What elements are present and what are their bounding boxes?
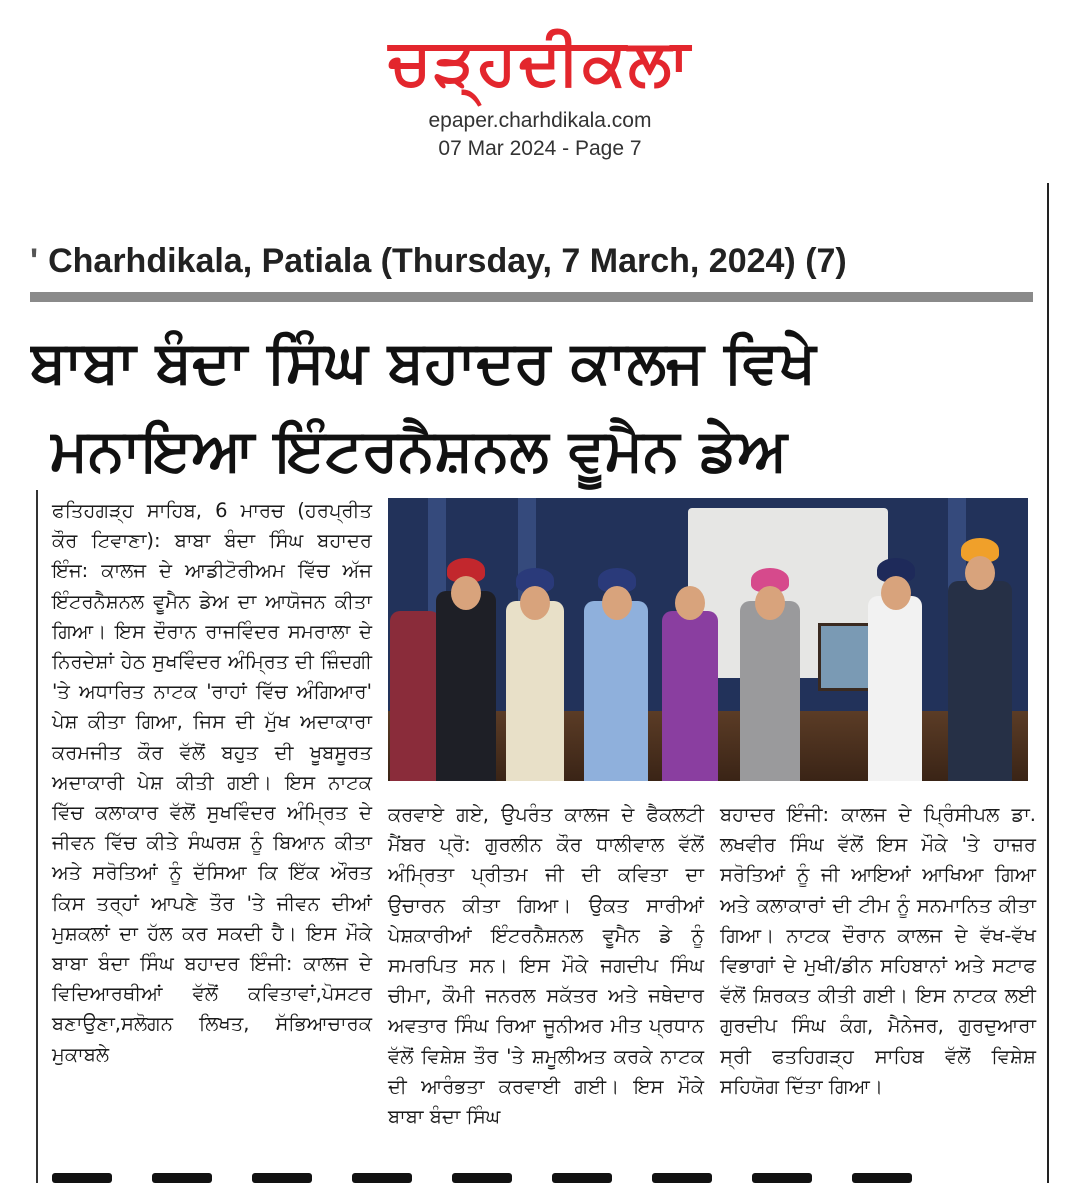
person bbox=[868, 596, 922, 781]
head bbox=[520, 586, 550, 620]
page-frame-line bbox=[1047, 183, 1049, 1183]
issue-date-page: 07 Mar 2024 - Page 7 bbox=[438, 137, 642, 160]
person bbox=[390, 611, 440, 781]
article-column-3 bbox=[720, 800, 1036, 1102]
head bbox=[755, 586, 785, 620]
column-rule bbox=[36, 490, 38, 1183]
head bbox=[451, 576, 481, 610]
head bbox=[602, 586, 632, 620]
person bbox=[662, 611, 718, 781]
head bbox=[965, 556, 995, 590]
headline-line-2: ਮਨਾਇਆ ਇੰਟਰਨੈਸ਼ਨਲ ਵੂਮੈਨ ਡੇਅ bbox=[50, 416, 788, 484]
person bbox=[584, 601, 648, 781]
news-photo bbox=[388, 498, 1028, 781]
person bbox=[436, 591, 496, 781]
person bbox=[506, 601, 564, 781]
article-text-col1: ਫਤਿਹਗੜ੍ਹ ਸਾਹਿਬ, 6 ਮਾਰਚ (ਹਰਪ੍ਰੀਤ ਕੌਰ ਟਿਵਾਣਾ): ਬਾਬਾ ਬੰਦਾ ਸਿੰਘ ਬਹਾਦਰ ਇੰਜ: ਕਾਲਜ ਦੇ ਆਡੀਟੋਰੀਅਮ ਵਿੱਚ ਅੱਜ ਇੰਟਰਨੈਸ਼ਨਲ ਵੂਮੈਨ ਡੇਅ ਦਾ ਆਯੋਜਨ ਕੀਤਾ ਗਿਆ। ਇਸ ਦੌਰਾਨ ਰਾਜਵਿੰਦਰ ਸਮਰਾਲਾ ਦੇ ਨਿਰਦੇਸ਼ਾਂ ਹੇਠ ਸੁਖਵਿੰਦਰ ਅੰਮ੍ਰਿਤ ਦੀ ਜ਼ਿੰਦਗੀ 'ਤੇ ਅਧਾਰਿਤ ਨਾਟਕ 'ਰਾਹਾਂ ਵਿੱਚ ਅੰਗਿਆਰ' ਪੇਸ਼ ਕੀਤਾ ਗਿਆ, ਜਿਸ ਦੀ ਮੁੱਖ ਅਦਾਕਾਰਾ ਕਰਮਜੀਤ ਕੌਰ ਵੱਲੋਂ ਬਹੁਤ ਦੀ ਖੂਬਸੂਰਤ ਅਦਾਕਾਰੀ ਪੇਸ਼ ਕੀਤੀ ਗਈ। ਇਸ ਨਾਟਕ ਵਿੱਚ ਕਲਾਕਾਰ ਵੱਲੋਂ ਸੁਖਵਿੰਦਰ ਅੰਮ੍ਰਿਤ ਦੇ ਜੀਵਨ ਵਿੱਚ ਕੀਤੇ ਸੰਘਰਸ਼ ਨੂੰ ਬਿਆਨ ਕੀਤਾ ਅਤੇ ਸਰੋਤਿਆਂ ਨੂੰ ਦੱਸਿਆ ਕਿ ਇੱਕ ਔਰਤ ਕਿਸ ਤਰ੍ਹਾਂ ਆਪਣੇ ਤੌਰ 'ਤੇ ਜੀਵਨ ਦੀਆਂ ਮੁਸ਼ਕਲਾਂ ਦਾ ਹੱਲ ਕਰ ਸਕਦੀ ਹੈ। ਇਸ ਮੌਕੇ ਬਾਬਾ ਬੰਦਾ ਸਿੰਘ ਬਹਾਦਰ ਇੰਜੀ: ਕਾਲਜ ਦੇ ਵਿਦਿਆਰਥੀਆਂ ਵੱਲੋਂ ਕਵਿਤਾਵਾਂ,ਪੋਸਟਰ ਬਣਾਉਣਾ,ਸਲੋਗਨ ਲਿਖਤ, ਸੱਭਿਆਚਾਰਕ ਮੁਕਾਬਲੇ bbox=[52, 499, 372, 1066]
running-head-text: Charhdikala, Patiala (Thursday, 7 March, 2024) (7) bbox=[48, 242, 847, 280]
head bbox=[675, 586, 705, 620]
article-column-1 bbox=[52, 496, 372, 1070]
head bbox=[881, 576, 911, 610]
headline-line-1: ਬਾਬਾ ਬੰਦਾ ਸਿੰਘ ਬਹਾਦਰ ਕਾਲਜ ਵਿਖੇ bbox=[30, 328, 816, 396]
newspaper-logo: ਚੜ੍ਹਦੀਕਲਾ bbox=[388, 26, 692, 100]
header-rule bbox=[30, 292, 1033, 302]
cropped-mark: ' bbox=[30, 242, 39, 280]
person bbox=[948, 581, 1012, 781]
article-column-2 bbox=[388, 800, 704, 1132]
epaper-url[interactable]: epaper.charhdikala.com bbox=[428, 109, 652, 132]
running-head bbox=[30, 236, 1030, 286]
person bbox=[740, 601, 800, 781]
article-text-col2: ਕਰਵਾਏ ਗਏ, ਉਪਰੰਤ ਕਾਲਜ ਦੇ ਫੈਕਲਟੀ ਮੈਂਬਰ ਪ੍ਰੋ: ਗੁਰਲੀਨ ਕੌਰ ਧਾਲੀਵਾਲ ਵੱਲੋਂ ਅੰਮ੍ਰਿਤਾ ਪ੍ਰੀਤਮ ਜੀ ਦੀ ਕਵਿਤਾ ਦਾ ਉਚਾਰਨ ਕੀਤਾ ਗਿਆ। ਉਕਤ ਸਾਰੀਆਂ ਪੇਸ਼ਕਾਰੀਆਂ ਇੰਟਰਨੈਸ਼ਨਲ ਵੂਮੈਨ ਡੇ ਨੂੰ ਸਮਰਪਿਤ ਸਨ। ਇਸ ਮੌਕੇ ਜਗਦੀਪ ਸਿੰਘ ਚੀਮਾ, ਕੌਮੀ ਜਨਰਲ ਸਕੱਤਰ ਅਤੇ ਜਥੇਦਾਰ ਅਵਤਾਰ ਸਿੰਘ ਰਿਆ ਜੂਨੀਅਰ ਮੀਤ ਪ੍ਰਧਾਨ ਵੱਲੋਂ ਵਿਸ਼ੇਸ਼ ਤੌਰ 'ਤੇ ਸ਼ਮੂਲੀਅਤ ਕਰਕੇ ਨਾਟਕ ਦੀ ਆਰੰਭਤਾ ਕਰਵਾਈ ਗਈ। ਇਸ ਮੌਕੇ ਬਾਬਾ ਬੰਦਾ ਸਿੰਘ bbox=[388, 803, 704, 1129]
article-text-col3: ਬਹਾਦਰ ਇੰਜੀ: ਕਾਲਜ ਦੇ ਪ੍ਰਿੰਸੀਪਲ ਡਾ. ਲਖਵੀਰ ਸਿੰਘ ਵੱਲੋਂ ਇਸ ਮੌਕੇ 'ਤੇ ਹਾਜ਼ਰ ਸਰੋਤਿਆਂ ਨੂੰ ਜੀ ਆਇਆਂ ਆਖਿਆ ਗਿਆ ਅਤੇ ਕਲਾਕਾਰਾਂ ਦੀ ਟੀਮ ਨੂੰ ਸਨਮਾਨਿਤ ਕੀਤਾ ਗਿਆ। ਨਾਟਕ ਦੌਰਾਨ ਕਾਲਜ ਦੇ ਵੱਖ-ਵੱਖ ਵਿਭਾਗਾਂ ਦੇ ਮੁਖੀ/ਡੀਨ ਸਹਿਬਾਨਾਂ ਅਤੇ ਸਟਾਫ ਵੱਲੋਂ ਸ਼ਿਰਕਤ ਕੀਤੀ ਗਈ। ਇਸ ਨਾਟਕ ਲਈ ਗੁਰਦੀਪ ਸਿੰਘ ਕੰਗ, ਮੈਨੇਜਰ, ਗੁਰਦੁਆਰਾ ਸ੍ਰੀ ਫਤਹਿਗੜ੍ਹ ਸਾਹਿਬ ਵੱਲੋਂ ਵਿਸ਼ੇਸ਼ ਸਹਿਯੋਗ ਦਿੱਤਾ ਗਿਆ। bbox=[720, 803, 1036, 1098]
cropped-next-headline bbox=[52, 1168, 1032, 1183]
